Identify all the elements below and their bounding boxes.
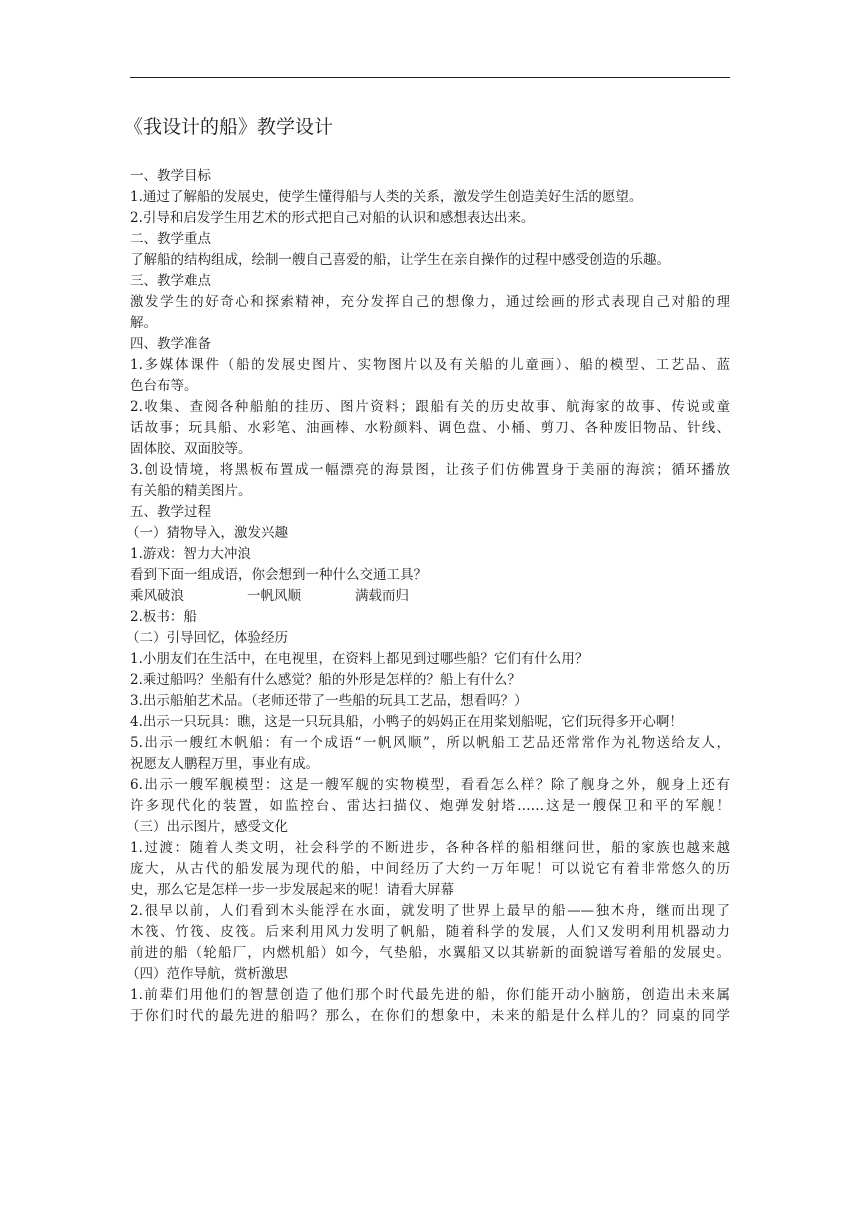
text-line: （三）出示图片，感受文化 (126, 819, 288, 835)
text-line: 5.出示一艘红木帆船：有一个成语“一帆风顺”，所以帆船工艺品还常常作为礼物送给友人， (130, 735, 730, 751)
document-body (126, 166, 730, 1027)
text-line: 庞大，从古代的船发展为现代的船，中间经历了大约一万年呢！可以说它有着非常悠久的历 (130, 861, 730, 877)
idiom: 一帆风顺 (247, 588, 301, 604)
text-line: 看到下面一组成语，你会想到一种什么交通工具？ (130, 567, 427, 583)
text-line: 四、教学准备 (130, 336, 211, 352)
text-line: 木筏、竹筏、皮筏。后来利用风力发明了帆船，随着科学的发展，人们又发明利用机器动力 (130, 924, 730, 940)
text-line: 3.创设情境，将黑板布置成一幅漂亮的海景图，让孩子们仿佛置身于美丽的海滨；循环播放 (130, 462, 730, 478)
text-line: 激发学生的好奇心和探索精神，充分发挥自己的想像力，通过绘画的形式表现自己对船的理 (130, 294, 730, 310)
text-line: 1.游戏：智力大冲浪 (130, 546, 251, 562)
text-line: 1.小朋友们在生活中，在电视里，在资料上都见到过哪些船？它们有什么用？ (130, 651, 589, 667)
text-line: 2.引导和启发学生用艺术的形式把自己对船的认识和感想表达出来。 (130, 210, 535, 226)
text-line: 话故事；玩具船、水彩笔、油画棒、水粉颜料、调色盘、小桶、剪刀、各种废旧物品、针线、 (130, 420, 730, 436)
text-line: 了解船的结构组成，绘制一艘自己喜爱的船，让学生在亲自操作的过程中感受创造的乐趣。 (130, 252, 670, 268)
text-line: 前进的船（轮船厂，内燃机船）如今，气垫船，水翼船又以其崭新的面貌谱写着船的发展史。 (130, 945, 730, 961)
text-line: （二）引导回忆，体验经历 (126, 630, 288, 646)
text-line: 1.通过了解船的发展史，使学生懂得船与人类的关系，激发学生创造美好生活的愿望。 (130, 189, 643, 205)
text-line: 1.前辈们用他们的智慧创造了他们那个时代最先进的船，你们能开动小脑筋，创造出未来属 (130, 987, 730, 1003)
text-line: 2.乘过船吗？坐船有什么感觉？船的外形是怎样的？船上有什么？ (130, 672, 521, 688)
document-title: 《我设计的船》教学设计 (124, 116, 334, 138)
text-line: 2.很早以前，人们看到木头能浮在水面，就发明了世界上最早的船——独木舟，继而出现了 (130, 903, 730, 919)
text-line: 于你们时代的最先进的船吗？那么，在你们的想象中，未来的船是什么样儿的？同桌的同学 (130, 1008, 730, 1024)
text-line: 3.出示船舶艺术品。（老师还带了一些船的玩具工艺品，想看吗？） (130, 693, 528, 709)
text-line: 三、教学难点 (130, 273, 211, 289)
text-line: 4.出示一只玩具：瞧，这是一只玩具船，小鸭子的妈妈正在用桨划船呢，它们玩得多开心啊！ (130, 714, 683, 730)
text-line: （一）猜物导入，激发兴趣 (126, 525, 288, 541)
text-line: 五、教学过程 (130, 504, 211, 520)
text-line: 祝愿友人鹏程万里，事业有成。 (130, 756, 319, 772)
idiom-row (130, 586, 730, 607)
text-line: 有关船的精美图片。 (130, 483, 252, 499)
text-line: 6.出示一艘军舰模型：这是一艘军舰的实物模型，看看怎么样？除了舰身之外，舰身上还有 (130, 777, 730, 793)
text-line: 二、教学重点 (130, 231, 211, 247)
text-line: 色台布等。 (130, 378, 198, 394)
text-line: 解。 (130, 315, 157, 331)
text-line: 1.多媒体课件（船的发展史图片、实物图片以及有关船的儿童画）、船的模型、工艺品、蓝 (130, 357, 730, 373)
text-line: （四）范作导航，赏析激思 (126, 966, 288, 982)
text-line: 史，那么它是怎样一步一步发展起来的呢！请看大屏幕 (130, 882, 454, 898)
idiom: 乘风破浪 (130, 588, 184, 604)
text-line: 固体胶、双面胶等。 (130, 441, 252, 457)
header-rule (130, 77, 730, 78)
idiom: 满载而归 (355, 588, 409, 604)
text-line: 许多现代化的装置，如监控台、雷达扫描仪、炮弹发射塔……这是一艘保卫和平的军舰！ (130, 798, 730, 814)
text-line: 2.板书：船 (130, 609, 197, 625)
text-line: 2.收集、查阅各种船舶的挂历、图片资料；跟船有关的历史故事、航海家的故事、传说或童 (130, 399, 730, 415)
text-line: 一、教学目标 (130, 168, 211, 184)
text-line: 1.过渡：随着人类文明，社会科学的不断进步，各种各样的船相继问世，船的家族也越来越 (130, 840, 730, 856)
